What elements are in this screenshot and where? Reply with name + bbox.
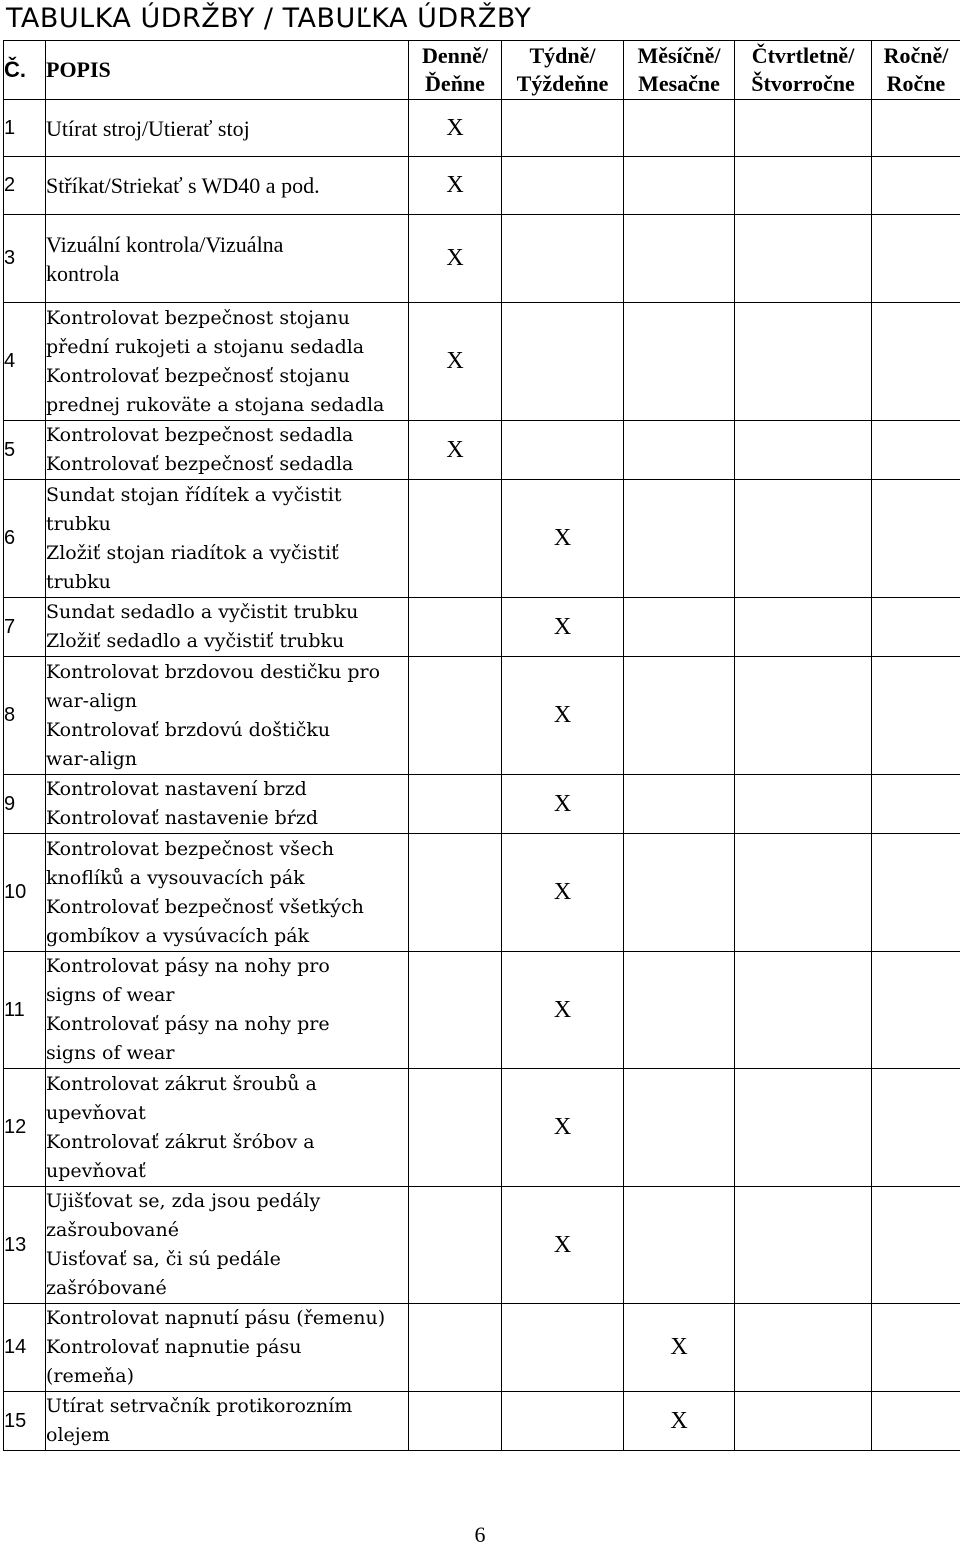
mark-quarterly (735, 834, 872, 952)
mark-daily (409, 598, 502, 657)
header-weekly: Týdně/ Týždeňne (502, 41, 624, 100)
mark-weekly: X (502, 657, 624, 775)
mark-yearly (872, 157, 960, 215)
row-number: 5 (4, 421, 46, 480)
description-line: Kontrolovat bezpečnost všech (46, 835, 408, 864)
row-number: 9 (4, 775, 46, 834)
description-line: Ujišťovat se, zda jsou pedály (46, 1187, 408, 1216)
mark-weekly (502, 157, 624, 215)
mark-yearly (872, 1187, 960, 1304)
mark-monthly (624, 1069, 735, 1187)
table-row (4, 775, 960, 834)
row-number: 3 (4, 215, 46, 303)
description-line: kontrola (46, 259, 408, 288)
description-line: trubku (46, 510, 408, 539)
header-number: Č. (4, 41, 46, 100)
mark-yearly (872, 657, 960, 775)
mark-weekly: X (502, 598, 624, 657)
mark-daily (409, 1069, 502, 1187)
description-line: signs of wear (46, 981, 408, 1010)
mark-yearly (872, 100, 960, 157)
row-description (46, 303, 409, 421)
description-line: upevňovať (46, 1157, 408, 1186)
description-line: Kontrolovat bezpečnost stojanu (46, 304, 408, 333)
description-line: Kontrolovať napnutie pásu (46, 1333, 408, 1362)
mark-daily (409, 657, 502, 775)
description-line: přední rukojeti a stojanu sedadla (46, 333, 408, 362)
row-description (46, 1187, 409, 1304)
mark-monthly (624, 157, 735, 215)
row-description (46, 834, 409, 952)
mark-monthly (624, 303, 735, 421)
description-line: Sundat sedadlo a vyčistit trubku (46, 598, 408, 627)
mark-monthly: X (624, 1392, 735, 1451)
row-number: 12 (4, 1069, 46, 1187)
description-line: Kontrolovať pásy na nohy pre (46, 1010, 408, 1039)
mark-monthly (624, 775, 735, 834)
mark-yearly (872, 598, 960, 657)
table-row (4, 1304, 960, 1392)
mark-quarterly (735, 480, 872, 598)
description-line: prednej rukoväte a stojana sedadla (46, 391, 408, 420)
mark-monthly (624, 100, 735, 157)
mark-monthly (624, 952, 735, 1069)
table-row (4, 598, 960, 657)
table-row (4, 100, 960, 157)
description-line: war-align (46, 687, 408, 716)
row-number: 8 (4, 657, 46, 775)
row-number: 6 (4, 480, 46, 598)
mark-weekly: X (502, 775, 624, 834)
mark-yearly (872, 952, 960, 1069)
row-number: 14 (4, 1304, 46, 1392)
row-description (46, 421, 409, 480)
mark-quarterly (735, 598, 872, 657)
row-description (46, 952, 409, 1069)
mark-daily: X (409, 303, 502, 421)
description-line: zašroubované (46, 1216, 408, 1245)
mark-quarterly (735, 1392, 872, 1451)
table-row (4, 952, 960, 1069)
description-line: gombíkov a vysúvacích pák (46, 922, 408, 951)
mark-monthly (624, 215, 735, 303)
description-line: trubku (46, 568, 408, 597)
mark-yearly (872, 1392, 960, 1451)
description-line: Kontrolovat napnutí pásu (řemenu) (46, 1304, 408, 1333)
mark-quarterly (735, 421, 872, 480)
description-line: zašróbované (46, 1274, 408, 1303)
mark-daily: X (409, 100, 502, 157)
table-row (4, 834, 960, 952)
mark-quarterly (735, 1069, 872, 1187)
mark-daily (409, 1304, 502, 1392)
mark-monthly (624, 480, 735, 598)
header-row (4, 41, 960, 100)
description-line: Kontrolovat nastavení brzd (46, 775, 408, 804)
mark-quarterly (735, 100, 872, 157)
mark-weekly: X (502, 834, 624, 952)
mark-quarterly (735, 657, 872, 775)
header-quarterly: Čtvrtletně/ Štvorročne (735, 41, 872, 100)
mark-yearly (872, 480, 960, 598)
description-line: Kontrolovat bezpečnost sedadla (46, 421, 408, 450)
mark-daily: X (409, 157, 502, 215)
mark-quarterly (735, 952, 872, 1069)
mark-yearly (872, 421, 960, 480)
mark-weekly: X (502, 1069, 624, 1187)
mark-weekly (502, 421, 624, 480)
table-row (4, 303, 960, 421)
mark-daily (409, 1187, 502, 1304)
description-line: Stříkat/Striekať s WD40 a pod. (46, 171, 408, 200)
table-row (4, 1392, 960, 1451)
mark-quarterly (735, 1304, 872, 1392)
mark-daily (409, 480, 502, 598)
row-description (46, 1069, 409, 1187)
description-line: war-align (46, 745, 408, 774)
maintenance-table (3, 40, 960, 1451)
mark-monthly (624, 657, 735, 775)
row-description (46, 598, 409, 657)
mark-weekly (502, 100, 624, 157)
row-number: 10 (4, 834, 46, 952)
description-line: Kontrolovať bezpečnosť stojanu (46, 362, 408, 391)
row-description (46, 1392, 409, 1451)
row-description (46, 657, 409, 775)
table-row (4, 421, 960, 480)
table-row (4, 1069, 960, 1187)
description-line: Kontrolovať bezpečnosť všetkých (46, 893, 408, 922)
mark-weekly (502, 1392, 624, 1451)
table-row (4, 480, 960, 598)
mark-weekly (502, 215, 624, 303)
description-line: (remeňa) (46, 1362, 408, 1391)
description-line: Utírat stroj/Utierať stoj (46, 114, 408, 143)
table-row (4, 215, 960, 303)
description-line: olejem (46, 1421, 408, 1450)
page-title: TABULKA ÚDRŽBY / TABUĽKA ÚDRŽBY (6, 3, 531, 34)
header-daily: Denně/ Ďeňne (409, 41, 502, 100)
mark-quarterly (735, 157, 872, 215)
page-number: 6 (0, 1522, 960, 1548)
description-line: Kontrolovať bezpečnosť sedadla (46, 450, 408, 479)
mark-weekly: X (502, 952, 624, 1069)
row-description (46, 1304, 409, 1392)
mark-daily (409, 952, 502, 1069)
description-line: Sundat stojan řídítek a vyčistit (46, 481, 408, 510)
mark-daily (409, 834, 502, 952)
table-row (4, 1187, 960, 1304)
description-line: Kontrolovat zákrut šroubů a (46, 1070, 408, 1099)
header-monthly: Měsíčně/ Mesačne (624, 41, 735, 100)
mark-weekly (502, 1304, 624, 1392)
mark-daily: X (409, 421, 502, 480)
mark-quarterly (735, 775, 872, 834)
description-line: Kontrolovat pásy na nohy pro (46, 952, 408, 981)
mark-yearly (872, 1304, 960, 1392)
mark-monthly (624, 421, 735, 480)
mark-monthly (624, 598, 735, 657)
mark-daily (409, 775, 502, 834)
row-number: 7 (4, 598, 46, 657)
description-line: Zložiť stojan riadítok a vyčistiť (46, 539, 408, 568)
description-line: Kontrolovať brzdovú doštičku (46, 716, 408, 745)
row-number: 11 (4, 952, 46, 1069)
header-yearly: Ročně/ Ročne (872, 41, 960, 100)
row-number: 4 (4, 303, 46, 421)
mark-monthly (624, 834, 735, 952)
row-number: 2 (4, 157, 46, 215)
header-description: POPIS (46, 41, 409, 100)
table-row (4, 157, 960, 215)
row-description (46, 157, 409, 215)
row-description (46, 100, 409, 157)
description-line: Utírat setrvačník protikorozním (46, 1392, 408, 1421)
mark-yearly (872, 215, 960, 303)
row-number: 15 (4, 1392, 46, 1451)
description-line: Zložiť sedadlo a vyčistiť trubku (46, 627, 408, 656)
mark-quarterly (735, 303, 872, 421)
mark-quarterly (735, 1187, 872, 1304)
description-line: signs of wear (46, 1039, 408, 1068)
mark-yearly (872, 834, 960, 952)
table-row (4, 657, 960, 775)
mark-quarterly (735, 215, 872, 303)
row-description (46, 480, 409, 598)
mark-yearly (872, 775, 960, 834)
mark-monthly: X (624, 1304, 735, 1392)
mark-daily (409, 1392, 502, 1451)
mark-monthly (624, 1187, 735, 1304)
mark-weekly: X (502, 1187, 624, 1304)
description-line: upevňovat (46, 1099, 408, 1128)
mark-weekly: X (502, 480, 624, 598)
row-number: 1 (4, 100, 46, 157)
mark-yearly (872, 303, 960, 421)
mark-weekly (502, 303, 624, 421)
mark-daily: X (409, 215, 502, 303)
row-number: 13 (4, 1187, 46, 1304)
description-line: Vizuální kontrola/Vizuálna (46, 230, 408, 259)
mark-yearly (872, 1069, 960, 1187)
description-line: Uisťovať sa, či sú pedále (46, 1245, 408, 1274)
description-line: Kontrolovať zákrut šróbov a (46, 1128, 408, 1157)
description-line: Kontrolovať nastavenie bŕzd (46, 804, 408, 833)
row-description (46, 775, 409, 834)
description-line: knoflíků a vysouvacích pák (46, 864, 408, 893)
row-description (46, 215, 409, 303)
description-line: Kontrolovat brzdovou destičku pro (46, 658, 408, 687)
